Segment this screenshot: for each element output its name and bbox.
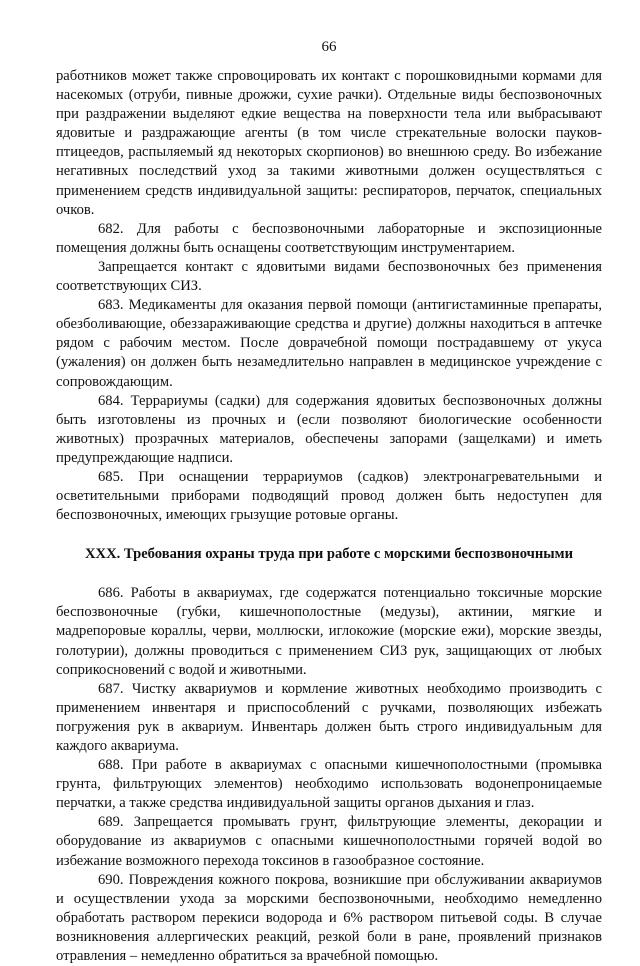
page-number: 66: [321, 39, 337, 55]
paragraph-682: 682. Для работы с беспозвоночными лабораторные и экспозиционные помещения должны быть оснащены соответствующим инструментарием.: [56, 220, 602, 256]
paragraph-688: 688. При работе в аквариумах с опасными кишечнополостными (промывка грунта, фильтрующих элементов) необходимо использовать водонепроницаемые перчатки, а также средства индивидуальной защиты органов дыхания и глаз.: [56, 757, 602, 812]
paragraph-689: 689. Запрещается промывать грунт, фильтрующие элементы, декорации и оборудование из аквариумов с опасными кишечнополостными горячей водой во избежание возможного перехода токсинов в газообразное состояние.: [56, 814, 602, 869]
paragraph-683: 683. Медикаменты для оказания первой помощи (антигистаминные препараты, обезболивающие, обеззараживающие средства и другие) должны находиться в аптечке рядом с рабочим местом. После доврачебной помощи пострадавшему от укуса (ужаления) он должен быть незамедлительно направлен в медицинское учреждение с сопровождающим.: [56, 297, 602, 390]
paragraph-continuation: работников может также спровоцировать их контакт с порошковидными кормами для насекомых (отруби, пивные дрожжи, сухие рачки). Отдельные виды беспозвоночных при раздражении выделяют едкие вещества на поверхности тела или выбрасывают ядовитые и раздражающие агенты (в том числе стрекательные волоски пауков-птицеедов, распыляемый яд некоторых скорпионов) во внешнюю среду. Во избежание негативных последствий уход за такими животными должен осуществляться с применением средств индивидуальной защиты: респираторов, перчаток, специальных очков.: [56, 68, 602, 218]
paragraph-682-prohibition: Запрещается контакт с ядовитыми видами беспозвоночных без применения соответствующих СИЗ.: [56, 258, 602, 295]
paragraph-687: 687. Чистку аквариумов и кормление животных необходимо производить с применением инвентаря и приспособлений с ручками, позволяющих избежать погружения рук в аквариум. Инвентарь должен быть строго индивидуальным для каждого аквариума.: [56, 680, 602, 754]
paragraph-686: 686. Работы в аквариумах, где содержатся потенциально токсичные морские беспозвоночные (губки, кишечнополостные (медузы), актинии, мягкие и мадрепоровые кораллы, черви, моллюски, иглокожие (морские ежи), морские звезды, голотурии), должны проводиться с применением СИЗ рук, защищающих от любых соприкосновений с водой и животными.: [56, 585, 602, 678]
paragraph-685: 685. При оснащении террариумов (садков) электронагревательными и осветительными приборами подводящий провод должен быть недоступен для беспозвоночных, имеющих грызущие ротовые органы.: [56, 468, 602, 524]
paragraph-684: 684. Террариумы (садки) для содержания ядовитых беспозвоночных должны быть изготовлены из прочных и (если позволяют биологические особенности животных) прозрачных материалов, обеспечены запорами (защелками) и иметь предупреждающие надписи.: [56, 392, 602, 466]
paragraph-690: 690. Повреждения кожного покрова, возникшие при обслуживании аквариумов и осуществлении ухода за морскими беспозвоночными, необходимо немедленно обработать раствором перекиси водорода и 6% раствором питьевой соды. В случае возникновения аллергических реакций, резкой боли в ране, проявлений признаков отравления – немедленно обратиться за врачебной помощью.: [56, 871, 602, 965]
section-heading: XXX. Требования охраны труда при работе с морскими беспозвоночными: [84, 546, 573, 563]
